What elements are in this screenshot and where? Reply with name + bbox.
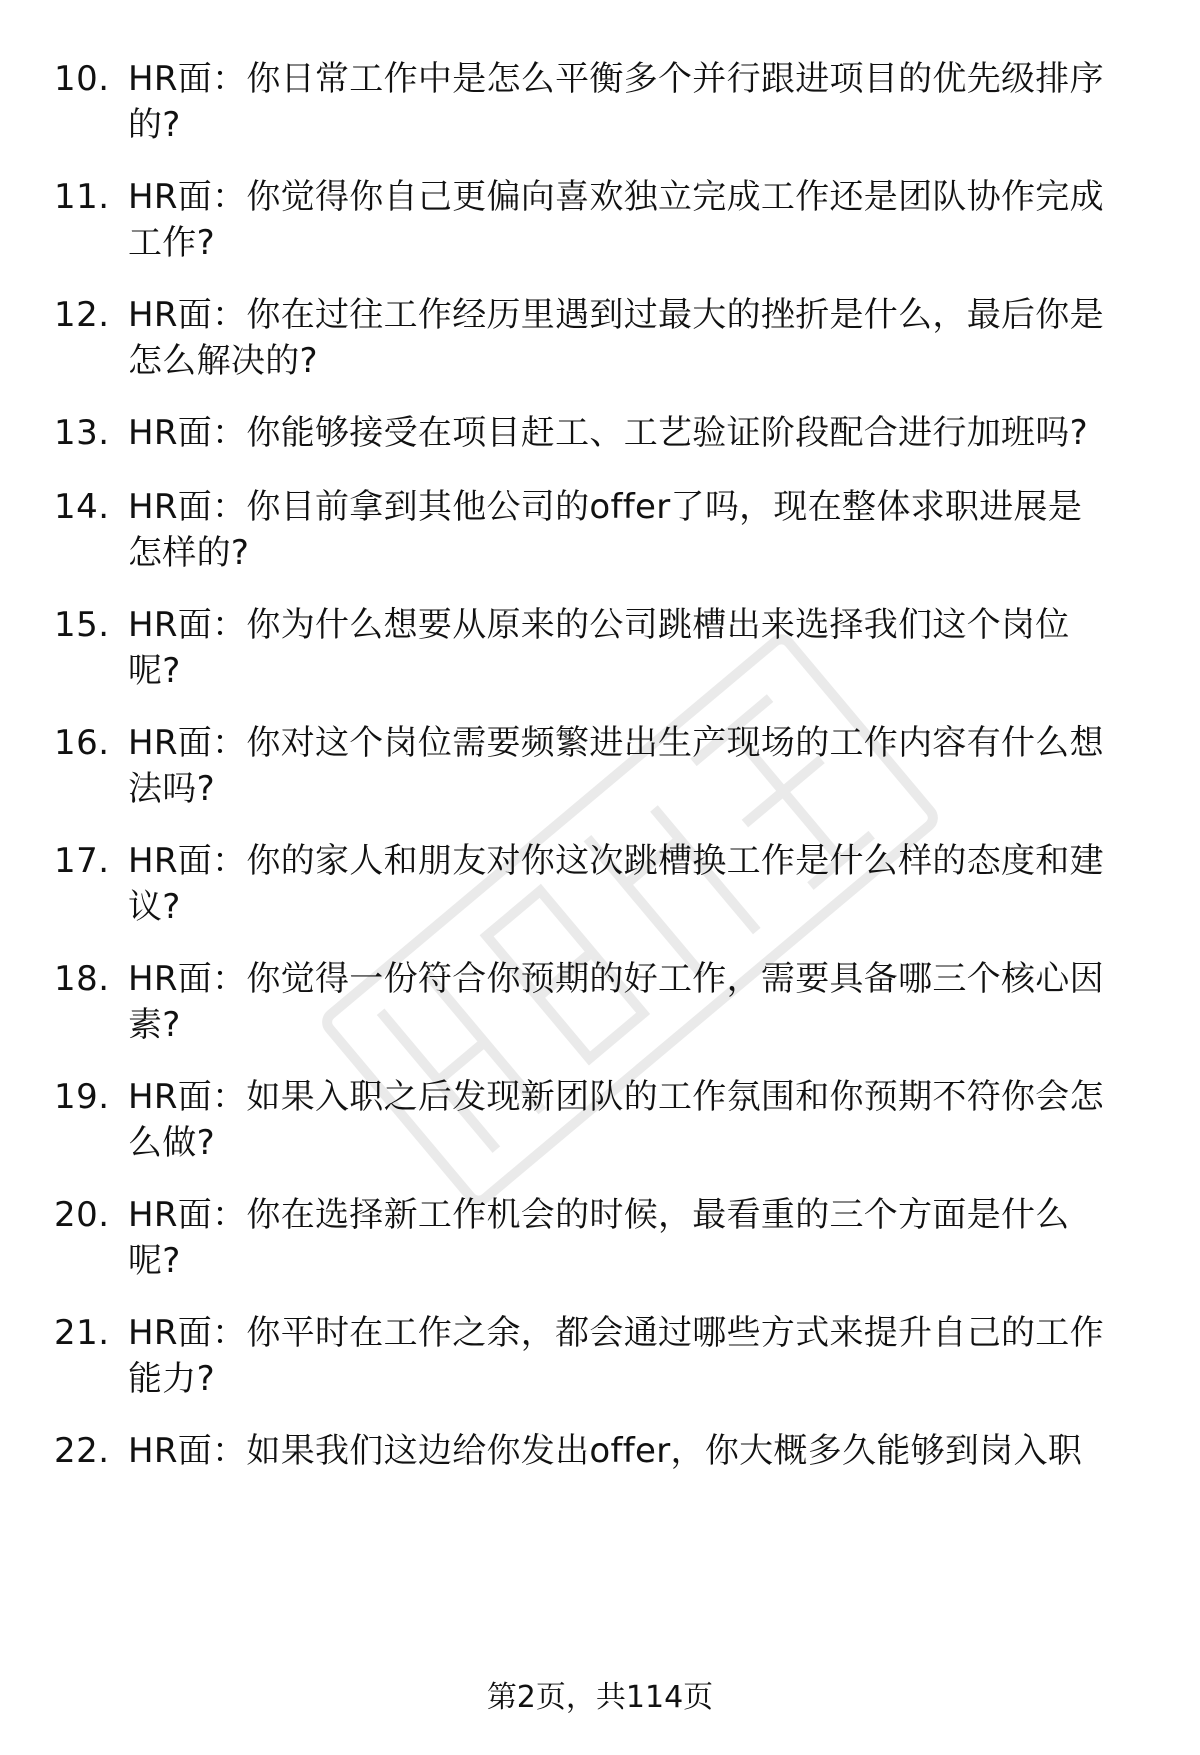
item-number: 17. [54, 841, 110, 881]
item-number: 20. [54, 1195, 110, 1235]
item-number: 13. [54, 413, 110, 453]
question-text: HR面：如果我们这边给你发出offer，你大概多久能够到岗入职 [128, 1431, 1083, 1471]
question-text: HR面：如果入职之后发现新团队的工作氛围和你预期不符你会怎 么做? [128, 1077, 1104, 1163]
page-number-footer: 第2页，共114页 [486, 1680, 714, 1715]
item-number: 12. [54, 295, 110, 335]
item-number: 18. [54, 959, 110, 999]
question-text: HR面：你目前拿到其他公司的offer了吗，现在整体求职进展是 怎样的? [128, 487, 1083, 573]
question-text: HR面：你的家人和朋友对你这次跳槽换工作是什么样的态度和建 议? [128, 841, 1104, 927]
question-text: HR面：你日常工作中是怎么平衡多个并行跟进项目的优先级排序 的? [128, 59, 1104, 145]
item-number: 10. [54, 59, 110, 99]
question-text: HR面：你对这个岗位需要频繁进出生产现场的工作内容有什么想 法吗? [128, 723, 1104, 809]
item-number: 21. [54, 1313, 110, 1353]
item-number: 22. [54, 1431, 110, 1471]
item-number: 19. [54, 1077, 110, 1117]
item-number: 14. [54, 487, 110, 527]
item-number: 11. [54, 177, 110, 217]
item-number: 15. [54, 605, 110, 645]
item-number: 16. [54, 723, 110, 763]
question-text: HR面：你在选择新工作机会的时候，最看重的三个方面是什么 呢? [128, 1195, 1070, 1281]
question-text: HR面：你能够接受在项目赶工、工艺验证阶段配合进行加班吗? [128, 413, 1088, 453]
question-text: HR面：你平时在工作之余，都会通过哪些方式来提升自己的工作 能力? [128, 1313, 1104, 1399]
question-text: HR面：你为什么想要从原来的公司跳槽出来选择我们这个岗位 呢? [128, 605, 1070, 691]
question-text: HR面：你在过往工作经历里遇到过最大的挫折是什么，最后你是 怎么解决的? [128, 295, 1104, 381]
question-text: HR面：你觉得一份符合你预期的好工作，需要具备哪三个核心因 素? [128, 959, 1104, 1045]
question-text: HR面：你觉得你自己更偏向喜欢独立完成工作还是团队协作完成 工作? [128, 177, 1104, 263]
